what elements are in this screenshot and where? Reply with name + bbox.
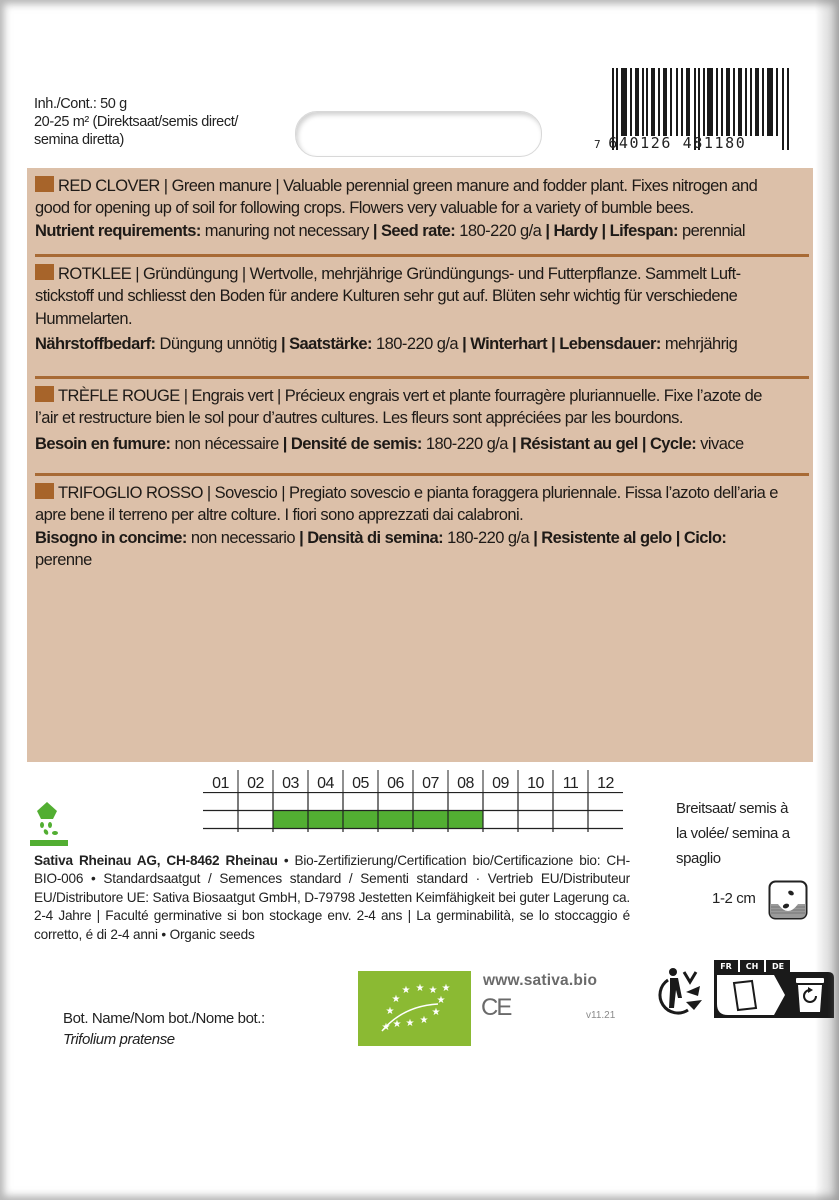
- ce-mark: CE: [481, 994, 511, 1021]
- description-de: ROTKLEE | Gründüngung | Wertvolle, mehrjährige Gründüngungs- und Futterpflanze. Sammelt Luft- stickstoff und schliesst den Boden für andere Kulturen sehr gut auf. Blüten sehr wichtig für verschiedene Hummelarten. Nährstoffbedarf: Düngung unnötig | Saatstärke: 180-220 g/a | Winterhart | Lebensdauer: mehrjährig: [35, 263, 809, 356]
- svg-text:04: 04: [317, 775, 334, 792]
- package-content-info: [34, 95, 238, 149]
- svg-text:11: 11: [562, 775, 579, 792]
- svg-text:09: 09: [492, 775, 509, 792]
- svg-text:★: ★: [419, 1015, 429, 1026]
- eu-leaf-stars-icon: [358, 971, 471, 1046]
- section-divider: [35, 254, 809, 257]
- svg-text:★: ★: [381, 1022, 391, 1033]
- sowing-calendar-grid: [203, 792, 623, 832]
- company-info: Sativa Rheinau AG, CH-8462 Rheinau • Bio-Zertifizierung/Certification bio/Certificazione bio: CH-BIO-006 • Standardsaatgut / Semences standard / Sementi standard · Vertrieb EU/Distributeur EU/Distributore UE: Sativa Biosaatgut GmbH, D-79798 Jestetten Keimfähigkeit bei guter Lagerung ca. 2-4 Jahre | Faculté germinative si bon stockage env. 2-4 ans | La germinabilità, se lo stoccaggio é corretto, é di 2-4 anni • Organic seeds: [34, 853, 630, 942]
- svg-text:03: 03: [282, 775, 299, 792]
- section-divider: [35, 376, 809, 379]
- properties-fr: Besoin en fumure: non nécessaire | Densité de semis: 180-220 g/a | Résistant au gel | Cycle: vivace: [35, 434, 744, 453]
- svg-text:08: 08: [457, 775, 474, 792]
- svg-text:FR: FR: [720, 962, 732, 971]
- calendar-month-labels: [203, 770, 623, 794]
- svg-text:★: ★: [391, 994, 401, 1005]
- sowing-method: Breitsaat/ semis à la volée/ semina a spaglio: [676, 800, 790, 867]
- svg-text:★: ★: [415, 983, 425, 994]
- eu-organic-logo: [358, 971, 471, 1046]
- svg-text:★: ★: [392, 1019, 402, 1030]
- svg-text:07: 07: [422, 775, 439, 792]
- properties-de: Nährstoffbedarf: Düngung unnötig | Saatstärke: 180-220 g/a | Winterhart | Lebensdauer: mehrjährig: [35, 335, 738, 354]
- page-edge-shade: [815, 0, 839, 1200]
- brown-square-icon: [35, 176, 54, 192]
- website-link[interactable]: www.sativa.bio: [483, 972, 598, 989]
- barcode-number: 7 640126 481180: [594, 134, 747, 152]
- coverage-area-cont: semina diretta): [34, 132, 124, 148]
- description-en: RED CLOVER | Green manure | Valuable perennial green manure and fodder plant. Fixes nitrogen and good for opening up of soil for following crops. Flowers very valuable for a variety of bumble bees. Nutrient requirements: manuring not necessary | Seed rate: 180-220 g/a | Hardy | Lifespan: perennial: [35, 175, 809, 242]
- direct-sowing-icon: [30, 802, 80, 852]
- svg-text:DE: DE: [771, 962, 785, 971]
- svg-text:★: ★: [428, 985, 438, 996]
- hanging-slot: [295, 111, 542, 157]
- section-divider: [35, 473, 809, 476]
- svg-text:05: 05: [352, 775, 369, 792]
- properties-en: Nutrient requirements: manuring not necessary | Seed rate: 180-220 g/a | Hardy | Lifespan: perennial: [35, 221, 745, 240]
- svg-text:★: ★: [405, 1018, 415, 1029]
- svg-text:★: ★: [401, 985, 411, 996]
- botanical-name: Bot. Name/Nom bot./Nome bot.: Trifolium pratense: [63, 1010, 265, 1048]
- svg-text:02: 02: [247, 775, 264, 792]
- brown-square-icon: [35, 386, 54, 402]
- svg-text:★: ★: [431, 1007, 441, 1018]
- svg-text:★: ★: [441, 983, 451, 994]
- svg-text:CH: CH: [745, 962, 759, 971]
- properties-it: Bisogno in concime: non necessario | Densità di semina: 180-220 g/a | Resistente al gelo | Ciclo:: [35, 528, 727, 547]
- coverage-area: 20-25 m² (Direktsaat/semis direct/: [34, 114, 238, 130]
- brown-square-icon: [35, 264, 54, 280]
- sowing-depth-icon: [768, 880, 808, 920]
- description-panel: [27, 168, 813, 762]
- content-weight: Inh./Cont.: 50 g: [34, 96, 127, 112]
- svg-text:★: ★: [385, 1006, 395, 1017]
- svg-text:10: 10: [527, 775, 544, 792]
- description-it: TRIFOGLIO ROSSO | Sovescio | Pregiato sovescio e pianta foraggera pluriennale. Fissa l’azoto dell’aria e apre bene il terreno per altre colture. I fiori sono apprezzati dai calabroni. Bisogno in concime: non necessario | Densità di semina: 180-220 g/a | Resistente al gelo | Ciclo: perenne: [35, 482, 809, 572]
- sowing-depth: 1-2 cm: [712, 890, 756, 907]
- brown-square-icon: [35, 483, 54, 499]
- recycling-triman-icon: [648, 950, 838, 1020]
- description-fr: TRÈFLE ROUGE | Engrais vert | Précieux engrais vert et plante fourragère pluriannuelle. Fixe l’azote de l’air et restructure bien le sol pour d’autres cultures. Les fleurs sont appréciées par les bourdons. Besoin en fumure: non nécessaire | Densité de semis: 180-220 g/a | Résistant au gel | Cycle: vivace: [35, 385, 809, 455]
- version-label: v11.21: [586, 1010, 616, 1021]
- svg-text:06: 06: [387, 775, 404, 792]
- svg-text:★: ★: [436, 995, 446, 1006]
- svg-text:12: 12: [597, 775, 614, 792]
- svg-text:01: 01: [212, 775, 229, 792]
